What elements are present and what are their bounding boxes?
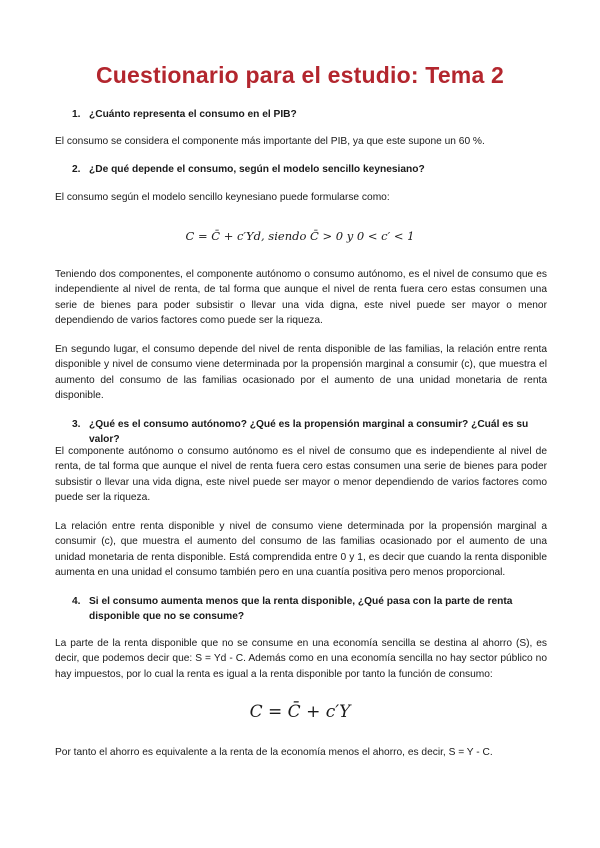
answer-1-paragraph: El consumo se considera el componente más importante del PIB, ya que este supone un 60 %. [55,136,485,147]
answer-3-paragraph-2: La relación entre renta disponible y nivel de consumo viene determinada por la propensión marginal a consumir (c), que muestra el aumento del consumo de las familias ocasionado por el aumento de una unidad monetaria de renta disponible. Está comprendida entre 0 y 1, es decir que cuando la renta disponible aumenta en una unidad el consumo también pero en una cuantía positiva pero menos proporcional. [55,521,547,579]
question-number: 4. [72,596,81,607]
question-2 [72,162,552,177]
question-text: Si el consumo aumenta menos que la renta disponible, ¿Qué pasa con la parte de renta disponible que no se consume? [89,596,513,622]
answer-4-paragraph-1: La parte de la renta disponible que no se consume en una economía sencilla se destina al ahorro (S), es decir, que podemos decir que: S = Yd - C. Además como en una economía sencilla no hay sector público no hay impuestos, por lo cual la renta es igual a la renta disponible por tanto la función de consumo: [55,638,547,680]
consumption-function-formula: C = C̄ + c′Y [249,702,351,722]
answer-3-paragraph-1: El componente autónomo o consumo autónomo es el nivel de consumo que es independiente al nivel de renta, de tal forma que aunque el nivel de renta fuera cero estas consumen una serie de bienes para poder subsistir o llevar una vida digna, este nivel puede ser mayor o menor dependiendo de varios factores como puede ser la riqueza. [55,446,547,504]
answer-2-paragraph-2: En segundo lugar, el consumo depende del nivel de renta disponible de las familias, la relación entre renta disponible y nivel de consumo viene determinada por la propensión marginal a consumir (c), que muestra el aumento del consumo de las familias ocasionado por el aumento de una unidad monetaria de renta disponible. [55,344,547,402]
question-number: 2. [72,164,81,175]
answer-4-paragraph-2: Por tanto el ahorro es equivalente a la renta de la economía menos el ahorro, es decir, S = Y - C. [55,747,493,758]
question-3 [72,417,552,447]
question-text: ¿Cuánto representa el consumo en el PIB? [89,109,297,120]
question-text: ¿De qué depende el consumo, según el modelo sencillo keynesiano? [89,164,425,175]
question-4 [72,594,552,624]
consumption-formula: C = C̄ + c′Yd, siendo C̄ > 0 y 0 < c′ < 1 [185,229,415,243]
question-number: 1. [72,109,81,120]
question-number: 3. [72,419,81,430]
answer-2-intro: El consumo según el modelo sencillo keynesiano puede formularse como: [55,192,390,203]
question-text: ¿Qué es el consumo autónomo? ¿Qué es la propensión marginal a consumir? ¿Cuál es su valor? [89,419,529,445]
page-title: Cuestionario para el estudio: Tema 2 [95,62,505,88]
question-1 [72,107,552,122]
answer-2-paragraph-1: Teniendo dos componentes, el componente autónomo o consumo autónomo, es el nivel de consumo que es independiente al nivel de renta, de tal forma que aunque el nivel de renta fuera cero estas consumen una serie de bienes para poder subsistir o llevar una vida digna, este nivel puede ser mayor o menor dependiendo de varios factores como puede ser la riqueza. [55,269,547,327]
